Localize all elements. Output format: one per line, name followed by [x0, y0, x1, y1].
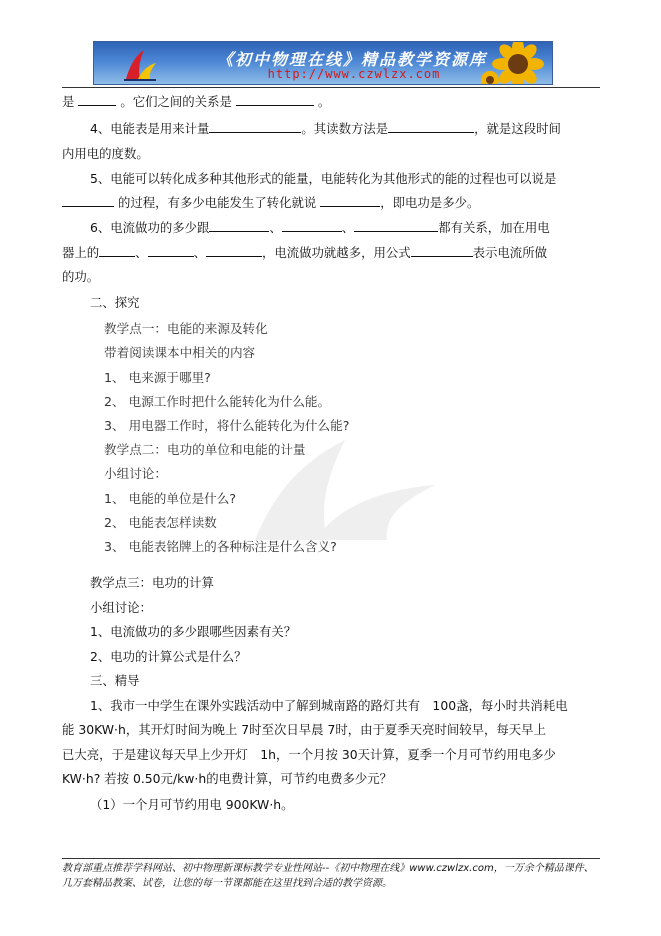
fill-blank — [282, 220, 342, 232]
problem-line-3: 已大亮，于是建议每天早上少开灯 1h，一个月按 30天计算，夏季一个月可节约用电多少 — [62, 747, 556, 762]
discussion-item-1: 1、电流做功的多少跟哪些因素有关？ — [90, 624, 297, 639]
scan-line: 教学点一：电能的来源及转化 — [104, 321, 268, 336]
text-segment: 的功。 — [62, 269, 100, 284]
scan-line: 带着阅读课本中相关的内容 — [104, 345, 256, 360]
scan-line: 3、 用电器工作时，将什么能转化为什么能? — [104, 418, 350, 433]
section-heading-guide: 三、精导 — [90, 673, 140, 688]
banner-url: http://www.czwlzx.com — [267, 67, 441, 81]
text-segment: 。它们之间的关系是 — [120, 94, 232, 109]
problem-answer-1: （1）一个月可节约用电 900KW·h。 — [90, 797, 294, 812]
footer-rule — [62, 858, 600, 859]
text-segment: 。其读数方法是 — [301, 121, 389, 136]
fill-blank — [99, 245, 135, 257]
text-segment: 4、电能表是用来计量 — [90, 121, 210, 136]
question-6-line-2 — [62, 244, 547, 262]
footer-line-2: 几万套精品教案、试卷，让您的每一节课都能在这里找到合适的教学资源。 — [62, 878, 392, 889]
question-4-line-1 — [90, 120, 561, 138]
text-segment: 器上的 — [62, 245, 100, 260]
text-segment: 、 — [193, 245, 206, 260]
banner-title: 《初中物理在线》精品教学资源库 — [216, 50, 487, 69]
text-segment: 6、电流做功的多少跟 — [90, 220, 210, 235]
fill-blank — [78, 94, 116, 106]
fill-blank — [209, 220, 269, 232]
fill-blank — [148, 245, 194, 257]
problem-line-1: 1、我市一中学生在课外实践活动中了解到城南路的路灯共有 100盏，每小时共消耗电 — [90, 698, 568, 713]
fill-blank — [388, 121, 474, 133]
question-6-line-1 — [90, 219, 550, 237]
fill-blank — [320, 195, 380, 207]
text-segment: 内用电的度数。 — [62, 146, 149, 161]
scan-line: 2、 电能表怎样读数 — [104, 515, 217, 530]
text-segment: 都有关系，加在用电 — [438, 220, 550, 235]
text-segment: ，就是这段时间 — [474, 121, 561, 136]
text-segment: 的过程，有多少电能发生了转化就说 — [118, 195, 317, 210]
teaching-point-3: 教学点三：电功的计算 — [90, 575, 214, 590]
fill-blank — [411, 245, 473, 257]
scan-line: 1、 电来源于哪里? — [104, 370, 211, 385]
text-segment: 、 — [269, 220, 282, 235]
problem-line-4: KW·h? 若按 0.50元/kw·h的电费计算，可节约电费多少元？ — [62, 771, 393, 786]
text-segment: 表示电流所做 — [472, 245, 547, 260]
question-4-line-2 — [62, 145, 149, 163]
answer-line-1 — [62, 93, 330, 111]
scan-line: 2、 电源工作时把什么能转化为什么能。 — [104, 394, 331, 409]
fill-blank — [236, 94, 314, 106]
text-segment: ，即电功是多少。 — [380, 195, 480, 210]
problem-line-2: 能 30KW·h，其开灯时间为晚上 7时至次日早晨 7时，由于夏季天亮时间较早，每天早上 — [62, 722, 546, 737]
question-5-line-2 — [62, 194, 479, 212]
question-6-line-3 — [62, 268, 99, 286]
text-segment: 。 — [317, 94, 331, 109]
scan-line: 教学点二：电功的单位和电能的计量 — [104, 442, 306, 457]
header-banner — [93, 41, 553, 85]
discussion-item-2: 2、电功的计算公式是什么？ — [90, 649, 247, 664]
site-logo-icon — [120, 47, 160, 83]
section-heading-explore: 二、探究 — [90, 295, 140, 310]
fill-blank — [206, 245, 262, 257]
text-segment: 5、电能可以转化成多种其他形式的能量，电能转化为其他形式的能的过程也可以说是 — [90, 171, 557, 186]
fill-blank — [354, 220, 438, 232]
group-discussion-label: 小组讨论： — [90, 600, 152, 615]
scan-line: 小组讨论： — [104, 466, 167, 481]
fill-blank — [209, 121, 301, 133]
scan-line: 3、 电能表铭牌上的各种标注是什么含义? — [104, 539, 337, 554]
text-segment: ，电流做功就越多，用公式 — [261, 245, 411, 260]
header-rule — [62, 87, 600, 88]
footer-line-1: 教育部重点推荐学科网站、初中物理新课标教学专业性网站--《初中物理在线》www.czwlzx.com，一万余个精品课件、 — [62, 863, 594, 874]
question-5-line-1 — [90, 170, 556, 188]
sunflower-icon — [478, 41, 550, 85]
text-segment: 、 — [135, 245, 148, 260]
text-segment: 是 — [62, 94, 75, 109]
fill-blank — [62, 195, 114, 207]
scan-line: 1、 电能的单位是什么? — [104, 491, 237, 506]
text-segment: 、 — [341, 220, 355, 235]
